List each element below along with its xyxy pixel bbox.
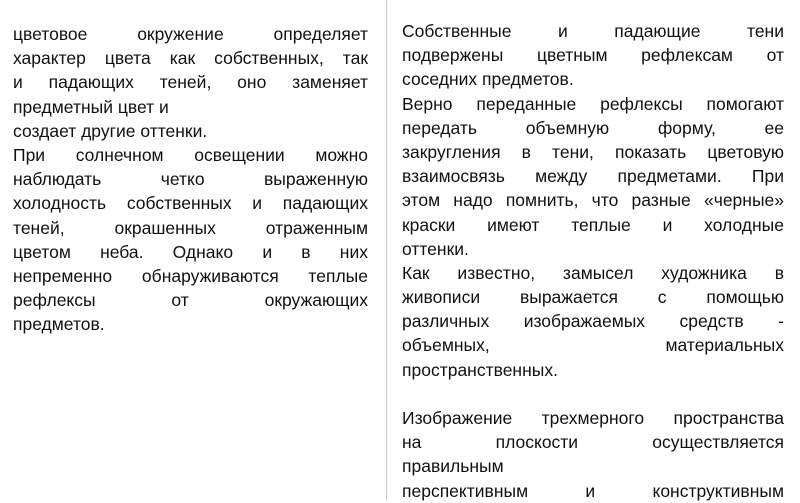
text-line: объемных, материальных bbox=[402, 335, 784, 356]
text-line: взаимосвязь между предметами. При bbox=[402, 166, 784, 187]
text-line: закругления в тени, показать цветовую bbox=[402, 141, 784, 162]
column-divider bbox=[386, 0, 387, 500]
text-line: краски имеют теплые и холодные bbox=[402, 214, 784, 235]
text-line: цветом неба. Однако и в них bbox=[13, 241, 368, 262]
text-line: рефлексы от окружающих bbox=[13, 290, 368, 311]
text-line: создает другие оттенки. bbox=[13, 120, 208, 141]
text-line: передать объемную форму, ее bbox=[402, 117, 784, 138]
text-line: перспективным и конструктивным bbox=[402, 480, 784, 501]
text-line: Верно переданные рефлексы помогают bbox=[402, 93, 784, 114]
text-line: соседних предметов. bbox=[402, 69, 574, 90]
text-line: холодность собственных и падающих bbox=[13, 193, 368, 214]
text-line: теней, окрашенных отраженным bbox=[13, 217, 368, 238]
text-line: непременно обнаруживаются теплые bbox=[13, 265, 368, 286]
text-line: пространственных. bbox=[402, 359, 558, 380]
text-line: наблюдать четко выраженную bbox=[13, 169, 368, 190]
text-line: оттенки. bbox=[402, 238, 469, 259]
text-line: цветовое окружение определяет bbox=[13, 24, 368, 44]
text-line: этом надо помнить, что разные «черные» bbox=[402, 190, 784, 211]
text-line: различных изображаемых средств - bbox=[402, 311, 784, 332]
text-line: Изображение трехмерного пространства bbox=[402, 408, 784, 428]
text-line: и падающих теней, оно заменяет bbox=[13, 72, 368, 93]
text-line: правильным bbox=[402, 456, 504, 477]
left-text-column bbox=[13, 22, 368, 336]
text-line: При солнечном освещении можно bbox=[13, 144, 368, 165]
text-line: подвержены цветным рефлексам от bbox=[402, 45, 784, 66]
text-line: Как известно, замысел художника в bbox=[402, 262, 784, 283]
text-line: живописи выражается с помощью bbox=[402, 287, 784, 308]
paragraph-gap bbox=[402, 382, 784, 406]
text-line: предметов. bbox=[13, 314, 105, 335]
right-text-column bbox=[402, 19, 784, 503]
text-line: характер цвета как собственных, так bbox=[13, 48, 368, 69]
text-line: Собственные и падающие тени bbox=[402, 21, 784, 41]
text-line: предметный цвет и bbox=[13, 96, 169, 117]
text-line: на плоскости осуществляется bbox=[402, 432, 784, 453]
